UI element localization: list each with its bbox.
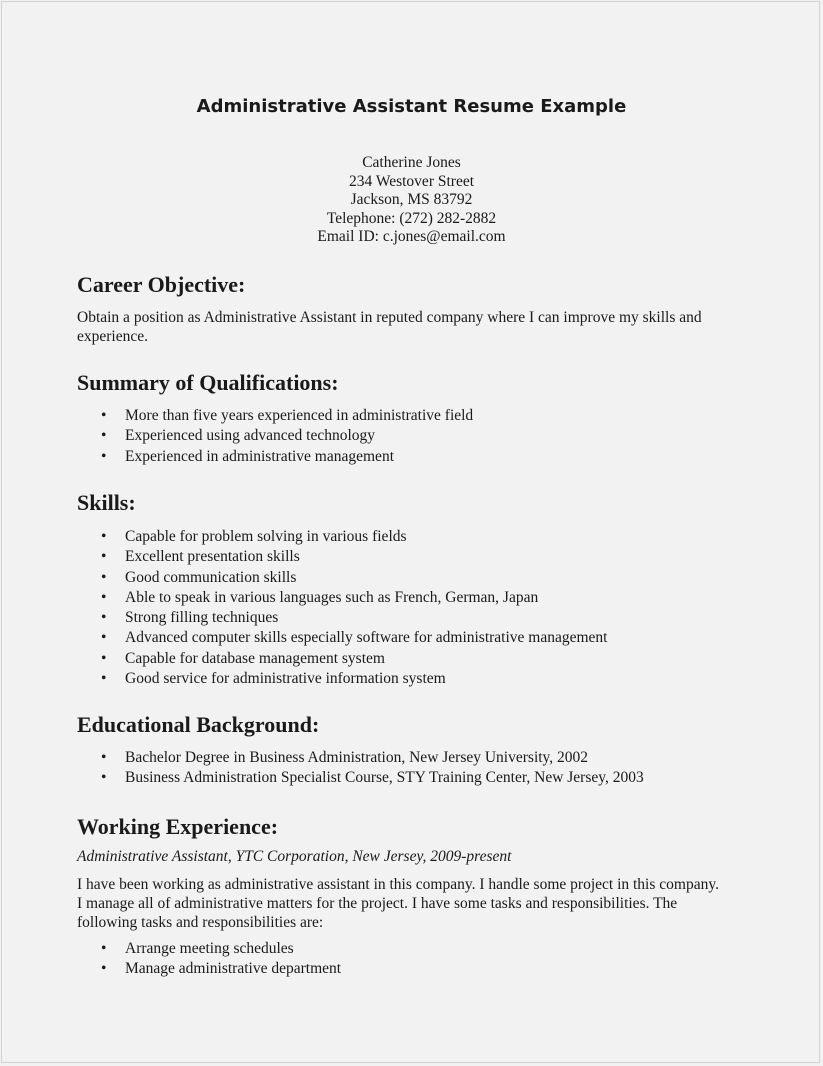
list-item <box>101 669 608 689</box>
list-item <box>101 608 608 628</box>
list-item <box>101 406 473 426</box>
career-objective-line: experience. <box>77 328 148 345</box>
list-item <box>101 426 473 446</box>
list-item <box>101 649 608 669</box>
skill-text: Capable for problem solving in various fields <box>125 528 407 545</box>
experience-heading: Working Experience: <box>77 814 279 839</box>
bullet-icon: • <box>101 407 107 424</box>
bullet-icon: • <box>101 447 107 465</box>
document-title: Administrative Assistant Resume Example <box>196 96 627 117</box>
skill-text: Able to speak in various languages such as French, German, Japan <box>125 588 539 606</box>
bullet-icon: • <box>101 960 107 978</box>
career-objective-text <box>77 308 757 346</box>
career-objective-line: Obtain a position as Administrative Assistant in reputed company where I can improve my skills and <box>77 309 702 326</box>
list-item <box>101 527 608 547</box>
bullet-icon: • <box>101 609 107 627</box>
bullet-icon: • <box>101 427 107 445</box>
contact-email: Email ID: c.jones@email.com <box>317 228 506 246</box>
contact-name: Catherine Jones <box>362 154 461 171</box>
contact-block <box>2 154 821 247</box>
tasks-list <box>101 939 341 980</box>
contact-city: Jackson, MS 83792 <box>350 191 473 209</box>
list-item <box>101 588 608 608</box>
job-title: Administrative Assistant, YTC Corporation, New Jersey, 2009-present <box>77 848 512 865</box>
skill-text: Good service for administrative information system <box>125 670 446 688</box>
career-objective-heading: Career Objective: <box>77 272 246 297</box>
bullet-icon: • <box>101 548 107 566</box>
skill-text: Strong filling techniques <box>125 609 279 627</box>
skill-text: Excellent presentation skills <box>125 548 300 566</box>
list-item <box>101 939 341 959</box>
list-item <box>101 959 341 979</box>
education-text: Business Administration Specialist Course, STY Training Center, New Jersey, 2003 <box>125 769 644 787</box>
education-heading: Educational Background: <box>77 712 320 737</box>
list-item <box>101 568 608 588</box>
experience-line: I have been working as administrative assistant in this company. I handle some project in this company. <box>77 876 719 893</box>
experience-line: I manage all of administrative matters for the project. I have some tasks and responsibilities. The <box>77 895 678 912</box>
qualification-text: Experienced using advanced technology <box>125 427 376 445</box>
list-item <box>101 628 608 648</box>
bullet-icon: • <box>101 940 107 957</box>
list-item <box>101 547 608 567</box>
education-text: Bachelor Degree in Business Administration, New Jersey University, 2002 <box>125 749 589 766</box>
bullet-icon: • <box>101 670 107 688</box>
skill-text: Good communication skills <box>125 568 297 586</box>
contact-street: 234 Westover Street <box>348 172 475 190</box>
bullet-icon: • <box>101 629 107 647</box>
task-text: Arrange meeting schedules <box>125 940 294 957</box>
bullet-icon: • <box>101 649 107 667</box>
bullet-icon: • <box>101 749 107 766</box>
experience-line: following tasks and responsibilities are: <box>77 914 324 931</box>
qualification-text: Experienced in administrative management <box>125 447 394 465</box>
contact-telephone: Telephone: (272) 282-2882 <box>326 209 497 227</box>
bullet-icon: • <box>101 528 107 545</box>
bullet-icon: • <box>101 588 107 606</box>
task-text: Manage administrative department <box>125 960 342 978</box>
education-list <box>101 748 644 789</box>
qualifications-heading: Summary of Qualifications: <box>77 370 339 395</box>
skill-text: Advanced computer skills especially software for administrative management <box>125 629 608 647</box>
qualifications-list <box>101 406 473 467</box>
experience-description <box>77 875 757 932</box>
list-item <box>101 768 644 788</box>
skills-heading: Skills: <box>77 490 136 515</box>
bullet-icon: • <box>101 568 107 586</box>
resume-page <box>1 1 820 1063</box>
list-item <box>101 748 644 768</box>
skills-list <box>101 527 608 689</box>
list-item <box>101 447 473 467</box>
skill-text: Capable for database management system <box>125 649 385 667</box>
bullet-icon: • <box>101 769 107 787</box>
qualification-text: More than five years experienced in administrative field <box>125 407 474 424</box>
